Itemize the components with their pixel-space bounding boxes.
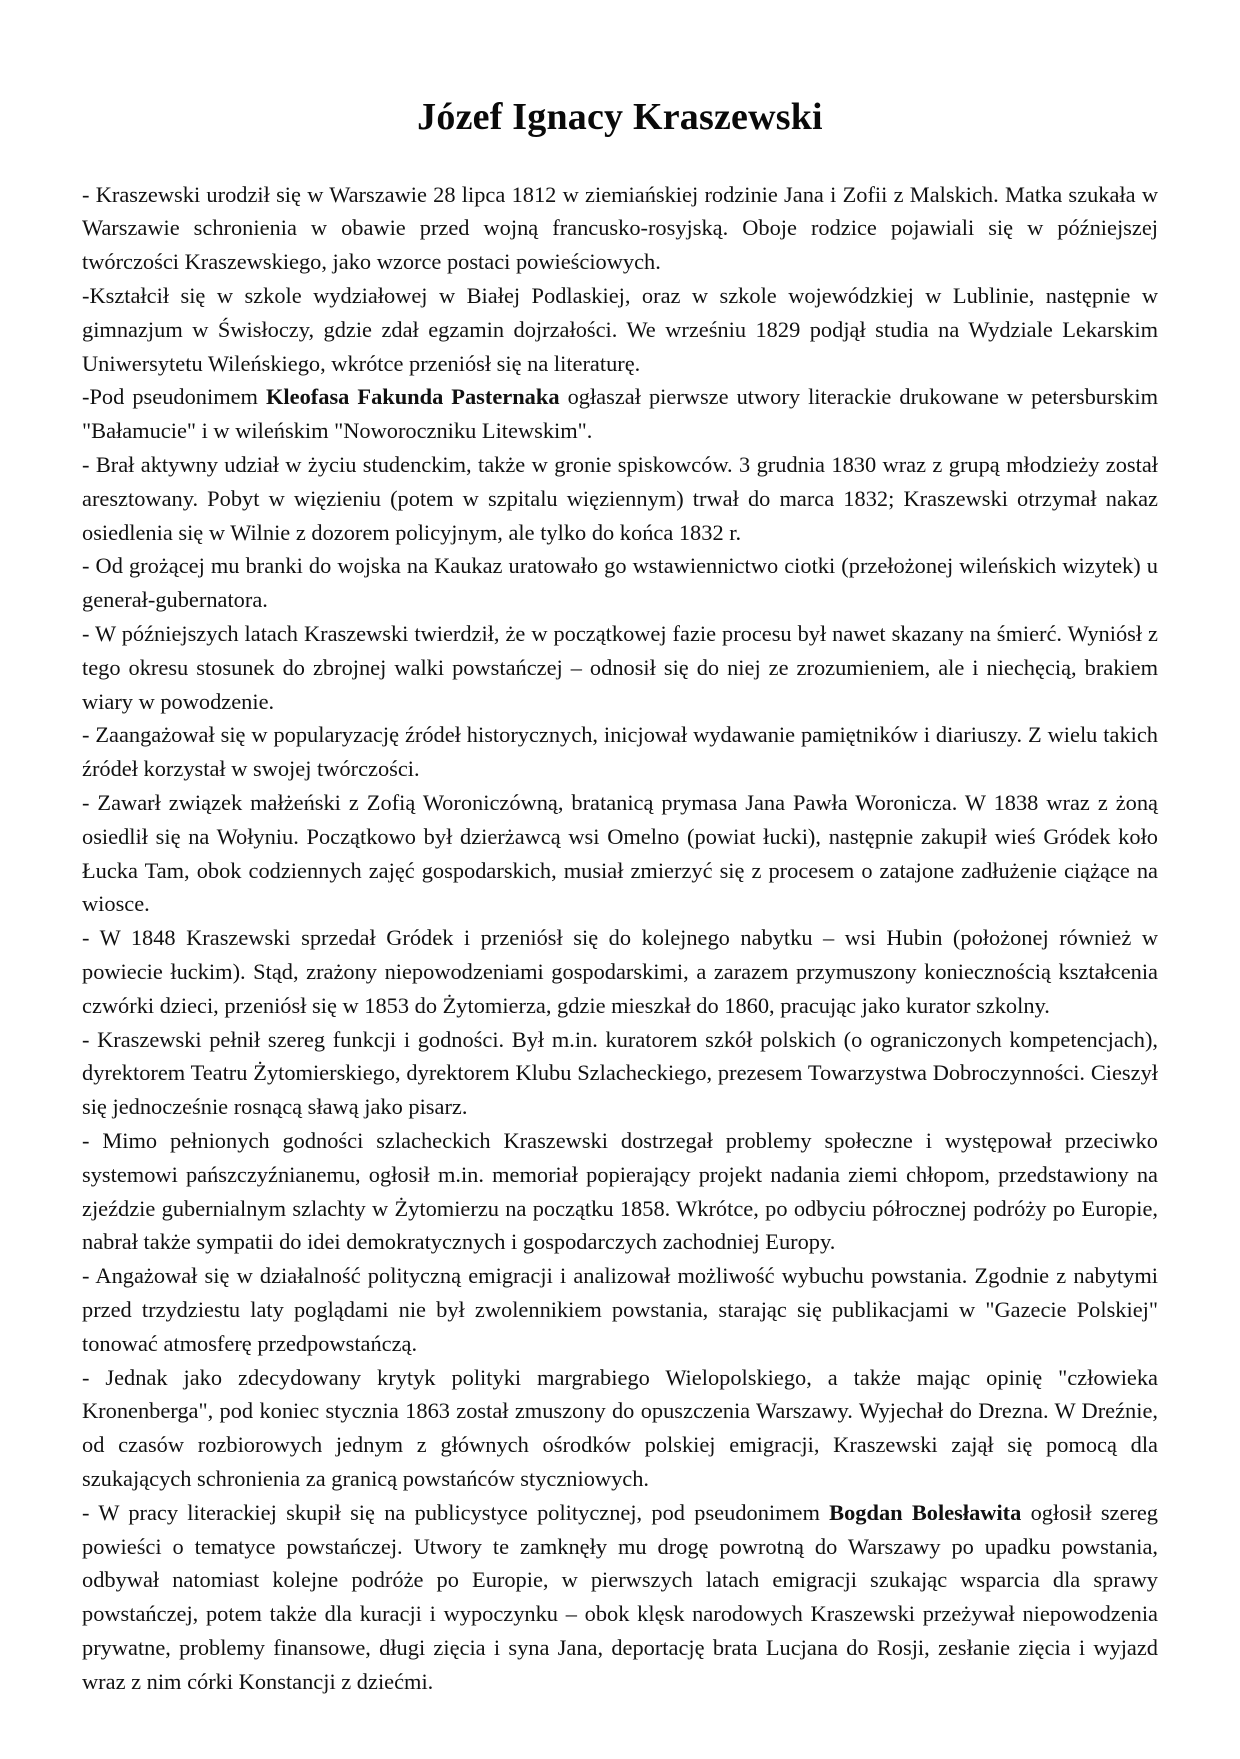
text-run: - Zaangażował się w popularyzację źródeł historycznych, inicjował wydawanie pamiętników i diariuszy. Z wielu takich źródeł korzystał w swojej twórczości. <box>82 722 1158 782</box>
paragraph <box>82 380 1158 448</box>
document-body <box>82 178 1158 1699</box>
paragraph <box>82 617 1158 718</box>
paragraph <box>82 178 1158 279</box>
text-run: -Kształcił się w szkole wydziałowej w Białej Podlaskiej, oraz w szkole wojewódzkiej w Lublinie, następnie w gimnazjum w Świsłoczy, gdzie zdał egzamin dojrzałości. We wrześniu 1829 podjął studia na Wydziale Lekarskim Uniwersytetu Wileńskiego, wkrótce przeniósł się na literaturę. <box>82 283 1158 376</box>
text-run: - W 1848 Kraszewski sprzedał Gródek i przeniósł się do kolejnego nabytku – wsi Hubin (położonej również w powiecie łuckim). Stąd, zrażony niepowodzeniami gospodarskimi, a zarazem przymuszony koniecznością kształcenia czwórki dzieci, przeniósł się w 1853 do Żytomierza, gdzie mieszkał do 1860, pracując jako kurator szkolny. <box>82 925 1158 1018</box>
paragraph <box>82 1361 1158 1496</box>
paragraph <box>82 549 1158 617</box>
text-run: - W pracy literackiej skupił się na publicystyce politycznej, pod pseudonimem <box>82 1499 830 1525</box>
text-run: ogłosił szereg powieści o tematyce powstańczej. Utwory te zamknęły mu drogę powrotną do Warszawy po upadku powstania, odbywał natomiast kolejne podróże po Europie, w pierwszych latach emigracji szukając wsparcia dla sprawy powstańczej, potem także dla kuracji i wypoczynku – obok klęsk narodowych Kraszewski przeżywał niepowodzenia prywatne, problemy finansowe, długi zięcia i syna Jana, deportację brata Lucjana do Rosji, zesłanie zięcia i wyjazd wraz z nim córki Konstancji z dziećmi. <box>82 1499 1159 1694</box>
text-run: ogłaszał pierwsze utwory literackie drukowane w petersburskim "Bałamucie" i w wileńskim "Noworoczniku Litewskim". <box>82 384 1158 444</box>
text-run: - Od grożącej mu branki do wojska na Kaukaz uratowało go wstawiennictwo ciotki (przełożonej wileńskich wizytek) u generał-gubernatora. <box>82 553 1158 613</box>
text-run: - W późniejszych latach Kraszewski twierdził, że w początkowej fazie procesu był nawet skazany na śmierć. Wyniósł z tego okresu stosunek do zbrojnej walki powstańczej – odnosił się do niej ze zrozumieniem, ale i niechęcią, brakiem wiary w powodzenie. <box>82 621 1158 714</box>
page-title: Józef Ignacy Kraszewski <box>417 96 823 138</box>
text-run: - Kraszewski pełnił szereg funkcji i godności. Był m.in. kuratorem szkół polskich (o ograniczonych kompetencjach), dyrektorem Teatru Żytomierskiego, dyrektorem Klubu Szlacheckiego, prezesem Towarzystwa Dobroczynności. Cieszył się jednocześnie rosnącą sławą jako pisarz. <box>82 1026 1158 1120</box>
text-run: - Zawarł związek małżeński z Zofią Woroniczówną, bratanicą prymasa Jana Pawła Woronicza. W 1838 wraz z żoną osiedlił się na Wołyniu. Początkowo był dzierżawcą wsi Omelno (powiat łucki), następnie zakupił wieś Gródek koło Łucka Tam, obok codziennych zajęć gospodarskich, musiał zmierzyć się z procesem o zatajone zadłużenie ciążące na wiosce. <box>82 790 1158 917</box>
paragraph <box>82 718 1158 786</box>
paragraph <box>82 279 1158 380</box>
paragraph <box>82 1259 1158 1360</box>
paragraph <box>82 1124 1158 1259</box>
paragraph <box>82 786 1158 921</box>
paragraph <box>82 1496 1158 1699</box>
paragraph <box>82 1023 1158 1124</box>
text-run: -Pod pseudonimem <box>82 384 267 410</box>
text-run: - Angażował się w działalność polityczną emigracji i analizował możliwość wybuchu powstania. Zgodnie z nabytymi przed trzydziestu laty poglądami nie był zwolennikiem powstania, starając się publikacjami w "Gazecie Polskiej" tonować atmosferę przedpowstańczą. <box>82 1263 1158 1356</box>
emphasis-pseudonym: Bogdan Bolesławita <box>829 1499 1022 1525</box>
emphasis-pseudonym: Kleofasa Fakunda Pasternaka <box>266 384 560 410</box>
text-run: - Brał aktywny udział w życiu studenckim, także w gronie spiskowców. 3 grudnia 1830 wraz z grupą młodzieży został aresztowany. Pobyt w więzieniu (potem w szpitalu więziennym) trwał do marca 1832; Kraszewski otrzymał nakaz osiedlenia się w Wilnie z dozorem policyjnym, ale tylko do końca 1832 r. <box>82 452 1158 545</box>
paragraph <box>82 448 1158 549</box>
text-run: - Jednak jako zdecydowany krytyk polityki margrabiego Wielopolskiego, a także mając opinię "człowieka Kronenberga", pod koniec stycznia 1863 został zmuszony do opuszczenia Warszawy. Wyjechał do Drezna. W Dreźnie, od czasów rozbiorowych jednym z głównych ośrodków polskiej emigracji, Kraszewski zajął się pomocą dla szukających schronienia za granicą powstańców styczniowych. <box>82 1364 1158 1491</box>
paragraph <box>82 921 1158 1022</box>
text-run: - Kraszewski urodził się w Warszawie 28 lipca 1812 w ziemiańskiej rodzinie Jana i Zofii z Malskich. Matka szukała w Warszawie schronienia w obawie przed wojną francusko-rosyjską. Oboje rodzice pojawiali się w późniejszej twórczości Kraszewskiego, jako wzorce postaci powieściowych. <box>82 181 1158 275</box>
text-run: - Mimo pełnionych godności szlacheckich Kraszewski dostrzegał problemy społeczne i występował przeciwko systemowi pańszczyźnianemu, ogłosił m.in. memoriał popierający projekt nadania ziemi chłopom, przedstawiony na zjeździe gubernialnym szlachty w Żytomierzu na początku 1858. Wkrótce, po odbyciu półrocznej podróży po Europie, nabrał także sympatii do idei demokratycznych i gospodarczych zachodniej Europy. <box>82 1128 1158 1255</box>
